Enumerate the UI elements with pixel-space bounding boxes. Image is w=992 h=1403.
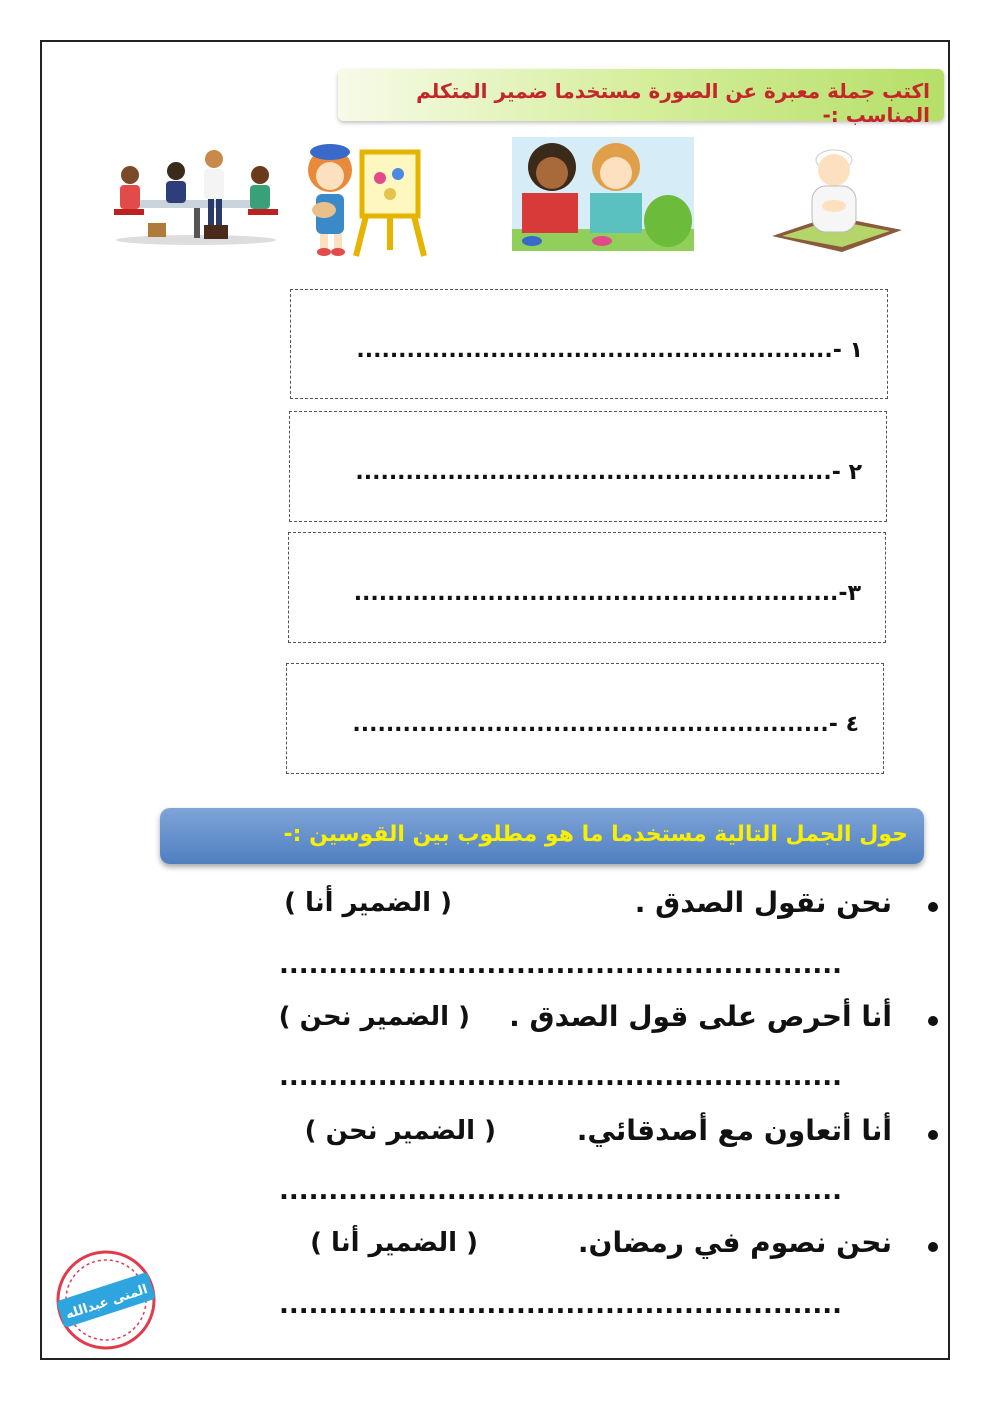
answer-line-4: ٤ -......................................................... (352, 712, 859, 737)
exercise-3 (192, 1114, 892, 1164)
bullet-icon (928, 1016, 938, 1026)
exercise-hint: ( الضمير نحن ) (278, 1002, 470, 1032)
boy-praying-image (772, 140, 902, 252)
answer-box-4[interactable] (286, 663, 884, 774)
exercise-hint: ( الضمير نحن ) (304, 1116, 496, 1146)
exercise-blank-3[interactable]: ......................................................... (279, 1176, 842, 1206)
exercise-sentence: أنا أتعاون مع أصدقائي. (576, 1114, 892, 1147)
answer-box-3[interactable] (288, 532, 886, 643)
office-meeting-image (108, 145, 284, 245)
girl-painting-image (300, 140, 430, 258)
answer-line-3: ٣-.......................................................... (353, 581, 861, 606)
kids-reading-image (512, 137, 694, 251)
author-stamp (46, 1248, 166, 1352)
answer-box-2[interactable] (289, 411, 887, 522)
bullet-icon (928, 1130, 938, 1140)
instruction-banner (338, 69, 944, 127)
exercise-sentence: أنا أحرص على قول الصدق . (509, 1000, 892, 1033)
answer-line-1: ١ -......................................................... (356, 338, 863, 363)
section2-banner (160, 808, 924, 864)
exercise-blank-1[interactable]: ......................................................... (279, 950, 842, 980)
answer-line-2: ٢ -......................................................... (355, 460, 862, 485)
section2-text: حول الجمل التالية مستخدما ما هو مطلوب بين القوسين :- (283, 822, 908, 847)
exercise-2 (192, 1000, 892, 1050)
exercise-4 (192, 1226, 892, 1276)
exercise-blank-2[interactable]: ......................................................... (279, 1062, 842, 1092)
answer-box-1[interactable] (290, 289, 888, 399)
exercise-1 (192, 886, 892, 936)
instruction-text: اكتب جملة معبرة عن الصورة مستخدما ضمير المتكلم المناسب :- (416, 79, 930, 127)
bullet-icon (928, 902, 938, 912)
bullet-icon (928, 1242, 938, 1252)
exercise-sentence: نحن نصوم في رمضان. (577, 1226, 892, 1259)
stamp-text: المنى عبدالله (63, 1282, 150, 1323)
exercise-hint: ( الضمير أنا ) (284, 888, 452, 918)
exercise-hint: ( الضمير أنا ) (310, 1228, 478, 1258)
exercise-blank-4[interactable]: ......................................................... (279, 1290, 842, 1320)
exercise-sentence: نحن نقول الصدق . (634, 886, 892, 919)
